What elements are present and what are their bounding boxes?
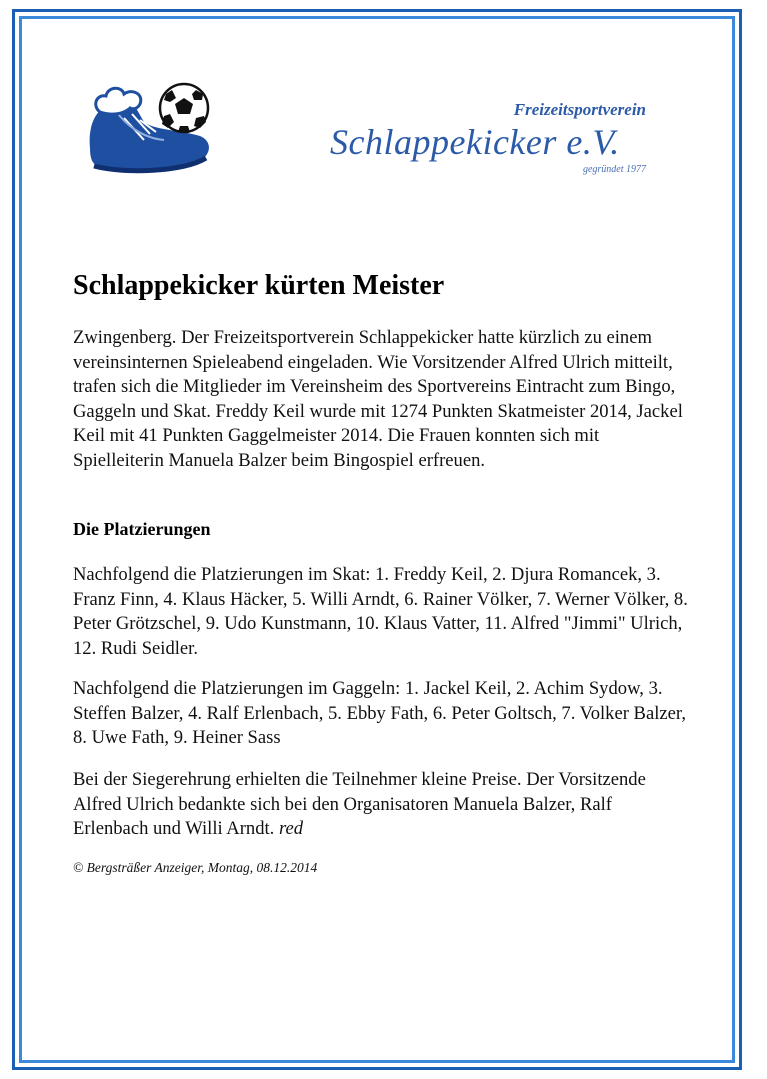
closing-text: Bei der Siegerehrung erhielten die Teilnehmer kleine Preise. Der Vorsitzende Alfred Ulrich bedankte sich bei den Organisatoren Manuela Balzer, Ralf Erlenbach und Willi Arndt. — [73, 769, 646, 839]
skat-results: Nachfolgend die Platzierungen im Skat: 1. Freddy Keil, 2. Djura Romancek, 3. Franz Finn, 4. Klaus Häcker, 5. Willi Arndt, 6. Rainer Völker, 7. Werner Völker, 8. Peter Grötzschel, 9. Udo Kunstmann, 10. Klaus Vatter, 11. Alfred "Jimmi" Ulrich, 12. Rudi Seidler. — [73, 564, 688, 659]
gaggeln-results: Nachfolgend die Platzierungen im Gaggeln: 1. Jackel Keil, 2. Achim Sydow, 3. Steffen Balzer, 4. Ralf Erlenbach, 5. Ebby Fath, 6. Peter Goltsch, 7. Volker Balzer, 8. Uwe Fath, 9. Heiner Sass — [73, 678, 686, 748]
author-signature: red — [279, 818, 304, 839]
section-heading: Die Platzierungen — [73, 519, 211, 539]
article-intro: Zwingenberg. Der Freizeitsportverein Schlappekicker hatte kürzlich zu einem vereinsinternen Spieleabend eingeladen. Wie Vorsitzender Alfred Ulrich mitteilt, trafen sich die Mitglieder im Vereinsheim des Sportvereins Eintracht zum Bingo, Gaggeln und Skat. Freddy Keil wurde mit 1274 Punkten Skatmeister 2014, Jackel Keil mit 41 Punkten Gaggelmeister 2014. Die Frauen konnten sich mit Spielleiterin Manuela Balzer beim Bingospiel erfreuen. — [73, 327, 683, 471]
club-logo — [84, 78, 212, 178]
org-name: Schlappekicker e.V. — [330, 122, 620, 162]
org-tagline: Freizeitsportverein — [513, 100, 646, 119]
shoe-ball-icon — [84, 78, 212, 178]
source-credit: © Bergsträßer Anzeiger, Montag, 08.12.2014 — [73, 860, 318, 875]
closing-paragraph — [73, 768, 688, 842]
organization-header — [330, 100, 650, 176]
org-founded: gegründet 1977 — [582, 164, 646, 175]
article-title: Schlappekicker kürten Meister — [73, 270, 445, 301]
